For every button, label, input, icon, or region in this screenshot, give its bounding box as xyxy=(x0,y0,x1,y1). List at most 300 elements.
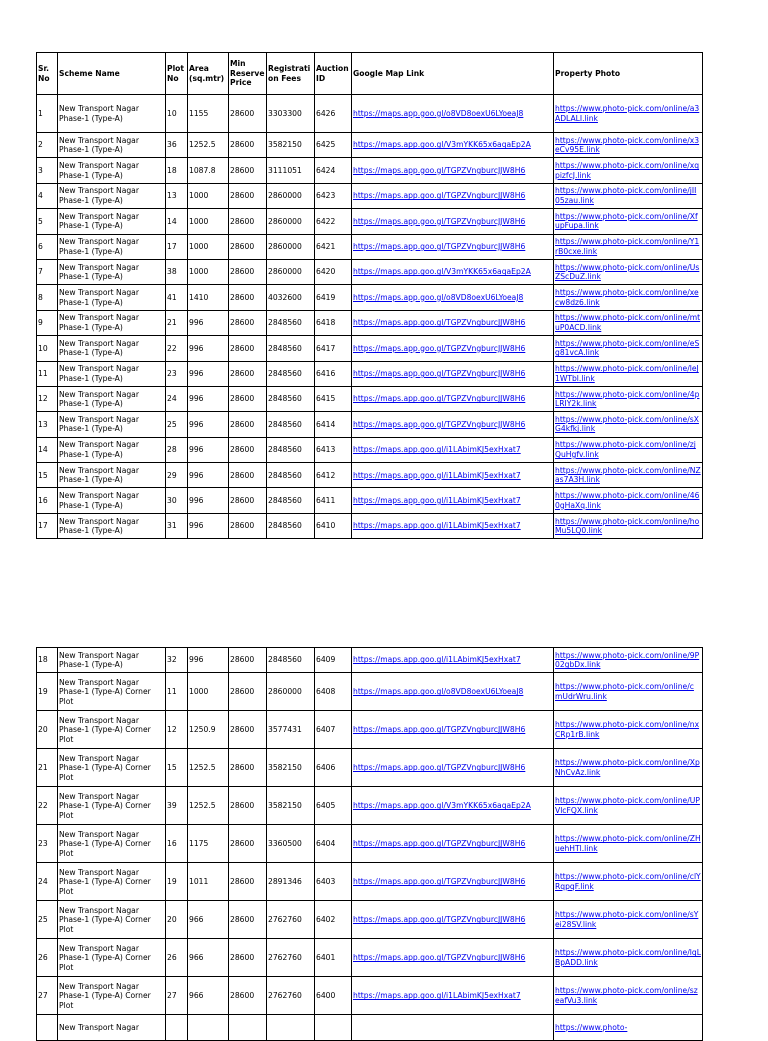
table-row xyxy=(37,386,703,411)
google-map-link[interactable]: https://maps.app.goo.gl/i1LAbimKJ5exHxat7 xyxy=(353,655,521,665)
cell-text: 28600 xyxy=(230,419,255,429)
cell-fees xyxy=(267,977,315,1015)
cell-text: 28600 xyxy=(230,368,255,378)
cell-text: 6424 xyxy=(316,165,336,175)
cell-text: 6414 xyxy=(316,419,336,429)
property-photo-link[interactable]: https://www.photo-pick.com/online/xecw8dz6.link xyxy=(555,288,699,307)
cell-photo xyxy=(554,437,703,462)
cell-text: New Transport Nagar Phase-1 (Type-A) Corner Plot xyxy=(59,791,151,820)
cell-auction xyxy=(315,158,352,183)
property-photo-link[interactable]: https://www.photo-pick.com/online/xqpizfcJ.link xyxy=(555,161,700,180)
property-photo-link[interactable]: https://www.photo-pick.com/online/ZHuehHTl.link xyxy=(555,834,701,853)
cell-text: New Transport Nagar Phase-1 (Type-A) xyxy=(59,338,139,358)
cell-plot xyxy=(166,285,188,310)
cell-photo xyxy=(554,183,703,208)
cell-text: 1000 xyxy=(189,687,209,697)
cell-map xyxy=(352,437,554,462)
cell-text: 28600 xyxy=(230,216,255,226)
cell-text: 10 xyxy=(167,108,177,118)
cell-sr xyxy=(37,285,58,310)
cell-photo xyxy=(554,488,703,513)
cell-text: New Transport Nagar Phase-1 (Type-A) Corner Plot xyxy=(59,905,151,934)
table-row xyxy=(37,209,703,234)
cell-scheme xyxy=(58,488,166,513)
cell-text: New Transport Nagar Phase-1 (Type-A) Corner Plot xyxy=(59,753,151,782)
property-photo-link[interactable]: https://www.photo-pick.com/online/eSg81vcA.link xyxy=(555,338,700,358)
cell-plot xyxy=(166,488,188,513)
cell-text: 1175 xyxy=(189,839,209,849)
cell-sr xyxy=(37,825,58,863)
cell-sr xyxy=(37,939,58,977)
cell-fees xyxy=(267,412,315,437)
cell-price xyxy=(229,158,267,183)
cell-price xyxy=(229,513,267,538)
cell-text: 2891346 xyxy=(268,877,302,887)
cell-text: 6416 xyxy=(316,368,336,378)
cell-map xyxy=(352,209,554,234)
cell-text: 1252.5 xyxy=(189,801,216,811)
cell-auction xyxy=(315,412,352,437)
cell-photo xyxy=(554,787,703,825)
cell-text: 12 xyxy=(167,725,177,735)
table-row xyxy=(37,259,703,284)
property-photo-link[interactable]: https://www.photo-pick.com/online/XfupFupa.link xyxy=(555,211,698,231)
cell-text: 6409 xyxy=(316,655,336,665)
cell-text: 2848560 xyxy=(268,495,302,505)
cell-photo xyxy=(554,711,703,749)
cell-text: 28600 xyxy=(230,242,255,252)
cell-scheme xyxy=(58,901,166,939)
cell-price xyxy=(229,361,267,386)
cell-photo xyxy=(554,285,703,310)
property-photo-link[interactable]: https://www.photo-pick.com/online/szeafVu3.link xyxy=(555,986,698,1005)
property-photo-link[interactable]: https://www.photo-pick.com/online/Y1rB0cxe.link xyxy=(555,237,700,256)
cell-plot xyxy=(166,95,188,133)
cell-sr xyxy=(37,361,58,386)
cell-text: 2860000 xyxy=(268,267,302,277)
cell-fees xyxy=(267,336,315,361)
cell-text: 28600 xyxy=(230,801,255,811)
cell-area xyxy=(188,234,229,259)
cell-photo xyxy=(554,209,703,234)
cell-auction xyxy=(315,787,352,825)
cell-text: 2 xyxy=(38,140,43,150)
cell-text: 2860000 xyxy=(268,687,302,697)
column-header: Min Reserve Price xyxy=(229,53,267,95)
cell-text: 2860000 xyxy=(268,191,302,201)
google-map-link[interactable]: https://maps.app.goo.gl/TGPZVngburcJJW8H6 xyxy=(353,877,526,887)
cell-plot xyxy=(166,1015,188,1040)
google-map-link[interactable]: https://maps.app.goo.gl/i1LAbimKJ5exHxat7 xyxy=(353,470,521,480)
google-map-link[interactable]: https://maps.app.goo.gl/V3mYKK65x6aqaEp2A xyxy=(353,140,531,150)
google-map-link[interactable]: https://maps.app.goo.gl/TGPZVngburcJJW8H6 xyxy=(353,763,526,773)
cell-plot xyxy=(166,977,188,1015)
cell-map xyxy=(352,648,554,673)
cell-auction xyxy=(315,133,352,158)
cell-text: 38 xyxy=(167,267,177,277)
cell-scheme xyxy=(58,133,166,158)
property-photo-link[interactable]: https://www.photo-pick.com/online/x3eCv95E.link xyxy=(555,135,700,155)
cell-map xyxy=(352,336,554,361)
cell-scheme xyxy=(58,209,166,234)
property-photo-link[interactable]: https://www.photo-pick.com/online/XpNhCvAz.link xyxy=(555,758,700,777)
property-photo-link[interactable]: https://www.photo-pick.com/online/a3ADLALI.link xyxy=(555,104,700,123)
cell-price xyxy=(229,437,267,462)
cell-text: 39 xyxy=(167,801,177,811)
property-photo-link[interactable]: https://www.photo-pick.com/online/9P02gbDx.link xyxy=(555,650,700,670)
cell-text: 20 xyxy=(167,915,177,925)
cell-text: 2762760 xyxy=(268,953,302,963)
cell-fees xyxy=(267,133,315,158)
cell-text: 1000 xyxy=(189,216,209,226)
cell-auction xyxy=(315,234,352,259)
cell-area xyxy=(188,648,229,673)
table-row xyxy=(37,95,703,133)
google-map-link[interactable]: https://maps.app.goo.gl/TGPZVngburcJJW8H6 xyxy=(353,419,526,429)
cell-auction xyxy=(315,95,352,133)
cell-scheme xyxy=(58,234,166,259)
cell-auction xyxy=(315,977,352,1015)
cell-text: 996 xyxy=(189,318,204,328)
cell-price xyxy=(229,133,267,158)
cell-text: 3360500 xyxy=(268,839,302,849)
cell-text: 36 xyxy=(167,140,177,150)
google-map-link[interactable]: https://maps.app.goo.gl/o8VD8oexU6LYoeaJ8 xyxy=(353,687,524,697)
cell-area xyxy=(188,437,229,462)
property-photo-link[interactable]: https://www.photo-pick.com/online/UPVlcFQX.link xyxy=(555,796,700,815)
google-map-link[interactable]: https://maps.app.goo.gl/V3mYKK65x6aqaEp2A xyxy=(353,801,531,811)
cell-map xyxy=(352,386,554,411)
cell-photo xyxy=(554,158,703,183)
cell-sr xyxy=(37,412,58,437)
cell-text: 6401 xyxy=(316,953,336,963)
cell-text: 28600 xyxy=(230,470,255,480)
cell-text: 18 xyxy=(167,165,177,175)
google-map-link[interactable]: https://maps.app.goo.gl/i1LAbimKJ5exHxat7 xyxy=(353,445,521,455)
cell-fees xyxy=(267,711,315,749)
cell-photo xyxy=(554,901,703,939)
cell-map xyxy=(352,158,554,183)
google-map-link[interactable]: https://maps.app.goo.gl/TGPZVngburcJJW8H6 xyxy=(353,165,526,175)
cell-text: 8 xyxy=(38,292,43,302)
cell-map xyxy=(352,95,554,133)
cell-map xyxy=(352,234,554,259)
google-map-link[interactable]: https://maps.app.goo.gl/TGPZVngburcJJW8H6 xyxy=(353,191,526,201)
cell-plot xyxy=(166,158,188,183)
cell-text: 1252.5 xyxy=(189,140,216,150)
cell-text: 6 xyxy=(38,242,43,252)
cell-map xyxy=(352,463,554,488)
cell-text: 966 xyxy=(189,915,204,925)
cell-area xyxy=(188,488,229,513)
table-row xyxy=(37,437,703,462)
google-map-link[interactable]: https://maps.app.goo.gl/TGPZVngburcJJW8H6 xyxy=(353,953,526,963)
cell-area xyxy=(188,787,229,825)
cell-price xyxy=(229,285,267,310)
cell-text: 19 xyxy=(167,877,177,887)
cell-text: 1250.9 xyxy=(189,725,216,735)
cell-text: 966 xyxy=(189,953,204,963)
google-map-link[interactable]: https://maps.app.goo.gl/TGPZVngburcJJW8H6 xyxy=(353,343,526,353)
cell-price xyxy=(229,310,267,335)
column-header: Area (sq.mtr) xyxy=(188,53,229,95)
cell-plot xyxy=(166,310,188,335)
cell-auction xyxy=(315,673,352,711)
property-photo-link[interactable]: https://www.photo-pick.com/online/leJ1WTbl.link xyxy=(555,364,699,383)
cell-price xyxy=(229,463,267,488)
table-row xyxy=(37,749,703,787)
cell-area xyxy=(188,977,229,1015)
cell-text: 996 xyxy=(189,470,204,480)
cell-text: New Transport Nagar Phase-1 (Type-A) Corner Plot xyxy=(59,677,151,706)
cell-fees xyxy=(267,513,315,538)
cell-text: New Transport Nagar Phase-1 (Type-A) xyxy=(59,516,139,536)
cell-text: 28600 xyxy=(230,318,255,328)
property-photo-link[interactable]: https://www.photo-pick.com/online/hoMu5LQ0.link xyxy=(555,516,700,536)
cell-text: 1155 xyxy=(189,108,209,118)
cell-text: 27 xyxy=(167,991,177,1001)
cell-sr xyxy=(37,437,58,462)
cell-area xyxy=(188,336,229,361)
cell-area xyxy=(188,95,229,133)
property-photo-link[interactable]: https://www.photo-pick.com/online/mtuP0ACD.link xyxy=(555,313,701,332)
column-header: Property Photo xyxy=(554,53,703,95)
table-row xyxy=(37,488,703,513)
cell-fees xyxy=(267,787,315,825)
cell-text: New Transport Nagar Phase-1 (Type-A) Corner Plot xyxy=(59,943,151,972)
cell-text: 25 xyxy=(167,419,177,429)
table-row xyxy=(37,977,703,1015)
google-map-link[interactable]: https://maps.app.goo.gl/i1LAbimKJ5exHxat7 xyxy=(353,991,521,1001)
google-map-link[interactable]: https://maps.app.goo.gl/TGPZVngburcJJW8H6 xyxy=(353,242,526,252)
cell-photo xyxy=(554,336,703,361)
cell-scheme xyxy=(58,825,166,863)
google-map-link[interactable]: https://maps.app.goo.gl/o8VD8oexU6LYoeaJ8 xyxy=(353,108,524,118)
google-map-link[interactable]: https://maps.app.goo.gl/V3mYKK65x6aqaEp2A xyxy=(353,267,531,277)
cell-sr xyxy=(37,386,58,411)
cell-text: 3582150 xyxy=(268,763,302,773)
cell-plot xyxy=(166,648,188,673)
table-row xyxy=(37,310,703,335)
cell-text: 3 xyxy=(38,165,43,175)
cell-text: 13 xyxy=(167,191,177,201)
cell-scheme xyxy=(58,361,166,386)
cell-text: 24 xyxy=(167,394,177,404)
property-photo-link[interactable]: https://www.photo-pick.com/online/sXG4kfkj.link xyxy=(555,415,699,434)
property-photo-link[interactable]: https://www.photo-pick.com/online/UsZScDuZ.link xyxy=(555,262,700,282)
cell-text: 6418 xyxy=(316,318,336,328)
property-photo-link[interactable]: https://www.photo-pick.com/online/4pLRIY2k.link xyxy=(555,389,700,409)
cell-text: 6408 xyxy=(316,687,336,697)
cell-text: 3582150 xyxy=(268,801,302,811)
cell-text: 16 xyxy=(167,839,177,849)
cell-text: 1000 xyxy=(189,242,209,252)
cell-price xyxy=(229,939,267,977)
cell-text: 22 xyxy=(38,801,48,811)
cell-text: 12 xyxy=(38,394,48,404)
cell-sr xyxy=(37,863,58,901)
google-map-link[interactable]: https://maps.app.goo.gl/i1LAbimKJ5exHxat7 xyxy=(353,521,521,531)
cell-text: 22 xyxy=(167,343,177,353)
cell-text: 24 xyxy=(38,877,48,887)
cell-text: 6400 xyxy=(316,991,336,1001)
property-photo-link[interactable]: https://www.photo-pick.com/online/NZas7A3H.link xyxy=(555,465,701,485)
cell-sr xyxy=(37,901,58,939)
cell-text: 19 xyxy=(38,687,48,697)
google-map-link[interactable]: https://maps.app.goo.gl/i1LAbimKJ5exHxat7 xyxy=(353,495,521,505)
cell-auction xyxy=(315,336,352,361)
cell-map xyxy=(352,787,554,825)
cell-photo xyxy=(554,863,703,901)
cell-price xyxy=(229,749,267,787)
cell-text: 3577431 xyxy=(268,725,302,735)
cell-price xyxy=(229,386,267,411)
cell-text: 21 xyxy=(167,318,177,328)
cell-text: 28600 xyxy=(230,725,255,735)
column-header: Google Map Link xyxy=(352,53,554,95)
cell-text: 996 xyxy=(189,445,204,455)
cell-text: 28600 xyxy=(230,343,255,353)
auction-table-bottom xyxy=(36,647,703,1041)
table-row xyxy=(37,513,703,538)
cell-text: 28600 xyxy=(230,839,255,849)
cell-fees xyxy=(267,901,315,939)
cell-text: 996 xyxy=(189,655,204,665)
cell-price xyxy=(229,412,267,437)
cell-plot xyxy=(166,412,188,437)
auction-table-top xyxy=(36,52,703,539)
cell-plot xyxy=(166,711,188,749)
property-photo-link[interactable]: https://www.photo-pick.com/online/jII05zau.link xyxy=(555,186,697,205)
cell-photo xyxy=(554,977,703,1015)
property-photo-link[interactable]: https://www.photo- xyxy=(555,1022,628,1032)
cell-auction xyxy=(315,825,352,863)
cell-map xyxy=(352,259,554,284)
cell-fees xyxy=(267,437,315,462)
cell-plot xyxy=(166,513,188,538)
cell-auction xyxy=(315,183,352,208)
cell-text: New Transport Nagar Phase-1 (Type-A) xyxy=(59,364,139,383)
cell-auction xyxy=(315,386,352,411)
table-row xyxy=(37,939,703,977)
google-map-link[interactable]: https://maps.app.goo.gl/TGPZVngburcJJW8H6 xyxy=(353,915,526,925)
header-row xyxy=(37,53,703,95)
cell-sr xyxy=(37,209,58,234)
cell-auction xyxy=(315,209,352,234)
cell-price xyxy=(229,711,267,749)
cell-text: 6402 xyxy=(316,915,336,925)
cell-scheme xyxy=(58,1015,166,1040)
property-photo-link[interactable]: https://www.photo-pick.com/online/cmUdrWru.link xyxy=(555,682,694,701)
google-map-link[interactable]: https://maps.app.goo.gl/TGPZVngburcJJW8H6 xyxy=(353,394,526,404)
cell-map xyxy=(352,749,554,787)
cell-area xyxy=(188,901,229,939)
cell-scheme xyxy=(58,386,166,411)
cell-text: 7 xyxy=(38,267,43,277)
cell-text: 6426 xyxy=(316,108,336,118)
cell-area xyxy=(188,513,229,538)
cell-sr xyxy=(37,711,58,749)
cell-text: 31 xyxy=(167,521,177,531)
cell-text: 6425 xyxy=(316,140,336,150)
cell-fees xyxy=(267,825,315,863)
cell-fees xyxy=(267,310,315,335)
property-photo-link[interactable]: https://www.photo-pick.com/online/clYRqpqF.link xyxy=(555,872,701,891)
cell-text: 25 xyxy=(38,915,48,925)
cell-text: 996 xyxy=(189,495,204,505)
google-map-link[interactable]: https://maps.app.goo.gl/TGPZVngburcJJW8H6 xyxy=(353,368,526,378)
table-row xyxy=(37,183,703,208)
cell-sr xyxy=(37,513,58,538)
cell-photo xyxy=(554,1015,703,1040)
google-map-link[interactable]: https://maps.app.goo.gl/TGPZVngburcJJW8H6 xyxy=(353,216,526,226)
cell-fees xyxy=(267,234,315,259)
google-map-link[interactable]: https://maps.app.goo.gl/o8VD8oexU6LYoeaJ8 xyxy=(353,292,524,302)
cell-text: 2762760 xyxy=(268,991,302,1001)
cell-scheme xyxy=(58,183,166,208)
cell-text: 28600 xyxy=(230,165,255,175)
cell-text: 21 xyxy=(38,763,48,773)
cell-text: New Transport Nagar Phase-1 (Type-A) xyxy=(59,313,139,332)
cell-plot xyxy=(166,361,188,386)
table-body-top xyxy=(37,95,703,539)
cell-area xyxy=(188,361,229,386)
cell-scheme xyxy=(58,463,166,488)
cell-price xyxy=(229,825,267,863)
cell-area xyxy=(188,711,229,749)
cell-text: New Transport Nagar Phase-1 (Type-A) xyxy=(59,104,139,123)
cell-text: New Transport Nagar Phase-1 (Type-A) xyxy=(59,211,139,231)
cell-map xyxy=(352,825,554,863)
cell-text: 6422 xyxy=(316,216,336,226)
cell-area xyxy=(188,158,229,183)
property-photo-link[interactable]: https://www.photo-pick.com/online/sYei28SV.link xyxy=(555,910,699,929)
cell-scheme xyxy=(58,310,166,335)
cell-text: 1000 xyxy=(189,267,209,277)
google-map-link[interactable]: https://maps.app.goo.gl/TGPZVngburcJJW8H6 xyxy=(353,318,526,328)
cell-sr xyxy=(37,648,58,673)
cell-map xyxy=(352,863,554,901)
cell-text: 4032600 xyxy=(268,292,302,302)
table-row xyxy=(37,863,703,901)
cell-area xyxy=(188,133,229,158)
cell-price xyxy=(229,95,267,133)
cell-area xyxy=(188,825,229,863)
cell-plot xyxy=(166,863,188,901)
property-photo-link[interactable]: https://www.photo-pick.com/online/zjQuHgfv.link xyxy=(555,440,696,459)
cell-text: 28600 xyxy=(230,763,255,773)
property-photo-link[interactable]: https://www.photo-pick.com/online/lqLBpADD.link xyxy=(555,948,701,967)
cell-scheme xyxy=(58,648,166,673)
cell-fees xyxy=(267,648,315,673)
property-photo-link[interactable]: https://www.photo-pick.com/online/nxCRp1rB.link xyxy=(555,720,700,739)
cell-text: 3303300 xyxy=(268,108,302,118)
column-header: Scheme Name xyxy=(58,53,166,95)
cell-photo xyxy=(554,673,703,711)
cell-sr xyxy=(37,488,58,513)
cell-photo xyxy=(554,133,703,158)
cell-plot xyxy=(166,749,188,787)
google-map-link[interactable]: https://maps.app.goo.gl/TGPZVngburcJJW8H6 xyxy=(353,725,526,735)
google-map-link[interactable]: https://maps.app.goo.gl/TGPZVngburcJJW8H6 xyxy=(353,839,526,849)
cell-price xyxy=(229,336,267,361)
table-row xyxy=(37,648,703,673)
cell-auction xyxy=(315,259,352,284)
cell-text: 6404 xyxy=(316,839,336,849)
cell-text: 11 xyxy=(38,368,48,378)
table-row xyxy=(37,412,703,437)
property-photo-link[interactable]: https://www.photo-pick.com/online/460gHaXq.link xyxy=(555,491,700,510)
